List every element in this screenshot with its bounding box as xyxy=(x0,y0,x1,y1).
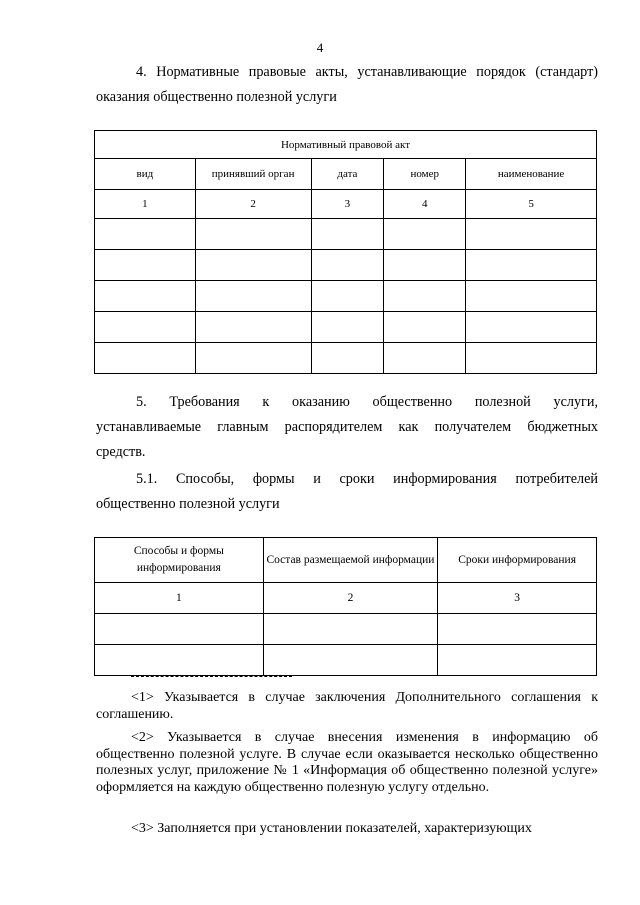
table-row xyxy=(95,281,597,312)
table-cell xyxy=(195,281,311,312)
footnote-3-text: <3> Заполняется при установлении показателей, характеризующих xyxy=(131,821,532,836)
section-4-line-2: оказания общественно полезной услуги xyxy=(96,89,337,105)
column-number: 2 xyxy=(195,190,311,219)
table-cell xyxy=(311,219,384,250)
table-row xyxy=(95,645,597,676)
column-header-type: вид xyxy=(95,159,196,190)
table-cell xyxy=(466,250,597,281)
table-cell xyxy=(263,645,438,676)
column-number: 4 xyxy=(384,190,466,219)
table-cell xyxy=(466,281,597,312)
column-number: 3 xyxy=(438,583,597,614)
table-cell xyxy=(311,250,384,281)
table-cell xyxy=(438,645,597,676)
table-cell xyxy=(466,343,597,374)
column-number: 1 xyxy=(95,190,196,219)
section-5-1-line-1: 5.1. Способы, формы и сроки информирования потребителей xyxy=(136,471,598,487)
column-number: 1 xyxy=(95,583,264,614)
column-number: 3 xyxy=(311,190,384,219)
section-4-line-1: 4. Нормативные правовые акты, устанавливающие порядок (стандарт) xyxy=(136,64,598,80)
table-cell xyxy=(384,219,466,250)
table-cell xyxy=(95,645,264,676)
table-cell xyxy=(438,614,597,645)
section-5-line-3: средств. xyxy=(96,444,146,460)
table-cell xyxy=(195,312,311,343)
footnote-3 xyxy=(96,821,598,838)
informing-methods-table xyxy=(94,537,597,676)
column-header-number: номер xyxy=(384,159,466,190)
table-row xyxy=(95,312,597,343)
table-cell xyxy=(311,343,384,374)
section-5-paragraph xyxy=(96,390,598,465)
section-5-line-2: устанавливаемые главным распорядителем как получателем бюджетных xyxy=(96,419,598,435)
table-cell xyxy=(384,250,466,281)
column-number: 2 xyxy=(263,583,438,614)
section-5-line-1: 5. Требования к оказанию общественно полезной услуги, xyxy=(136,394,598,410)
table-cell xyxy=(311,281,384,312)
column-header-title: наименование xyxy=(466,159,597,190)
table-cell xyxy=(311,312,384,343)
table-cell xyxy=(95,281,196,312)
legal-acts-table xyxy=(94,130,597,374)
footnote-2-text: <2> Указывается в случае внесения изменения в информацию об общественно полезной услуге. В случае если оказывается несколько общественно полезных услуг, приложение № 1 «Информация об общественно полезной услуге» оформляется на каждую общественно полезную услугу отдельно. xyxy=(96,730,598,795)
column-header-issuing-body: принявший орган xyxy=(195,159,311,190)
column-number: 5 xyxy=(466,190,597,219)
table-cell xyxy=(95,343,196,374)
footnote-1-text: <1> Указывается в случае заключения Дополнительного соглашения к соглашению. xyxy=(96,690,598,722)
column-header-content: Состав размещаемой информации xyxy=(263,538,438,583)
legal-acts-table-header: Нормативный правовой акт xyxy=(95,131,597,159)
table-cell xyxy=(195,219,311,250)
section-4-heading xyxy=(96,60,598,110)
table-row xyxy=(95,219,597,250)
table-cell xyxy=(95,312,196,343)
table-cell xyxy=(95,250,196,281)
table-cell xyxy=(95,219,196,250)
table-cell xyxy=(195,343,311,374)
table-cell xyxy=(384,343,466,374)
footnote-2 xyxy=(96,730,598,796)
footnote-separator xyxy=(131,676,292,677)
page-number: 4 xyxy=(316,40,324,55)
table-cell xyxy=(384,312,466,343)
table-row xyxy=(95,250,597,281)
table-cell xyxy=(95,614,264,645)
table-row xyxy=(95,343,597,374)
section-5-1-line-2: общественно полезной услуги xyxy=(96,496,280,512)
table-cell xyxy=(195,250,311,281)
column-header-deadlines: Сроки информирования xyxy=(438,538,597,583)
table-cell xyxy=(263,614,438,645)
table-cell xyxy=(384,281,466,312)
table-cell xyxy=(466,219,597,250)
table-row xyxy=(95,614,597,645)
column-header-methods: Способы и формы информирования xyxy=(95,538,264,583)
column-header-date: дата xyxy=(311,159,384,190)
footnote-1 xyxy=(96,690,598,723)
section-5-1-heading xyxy=(96,467,598,517)
table-cell xyxy=(466,312,597,343)
